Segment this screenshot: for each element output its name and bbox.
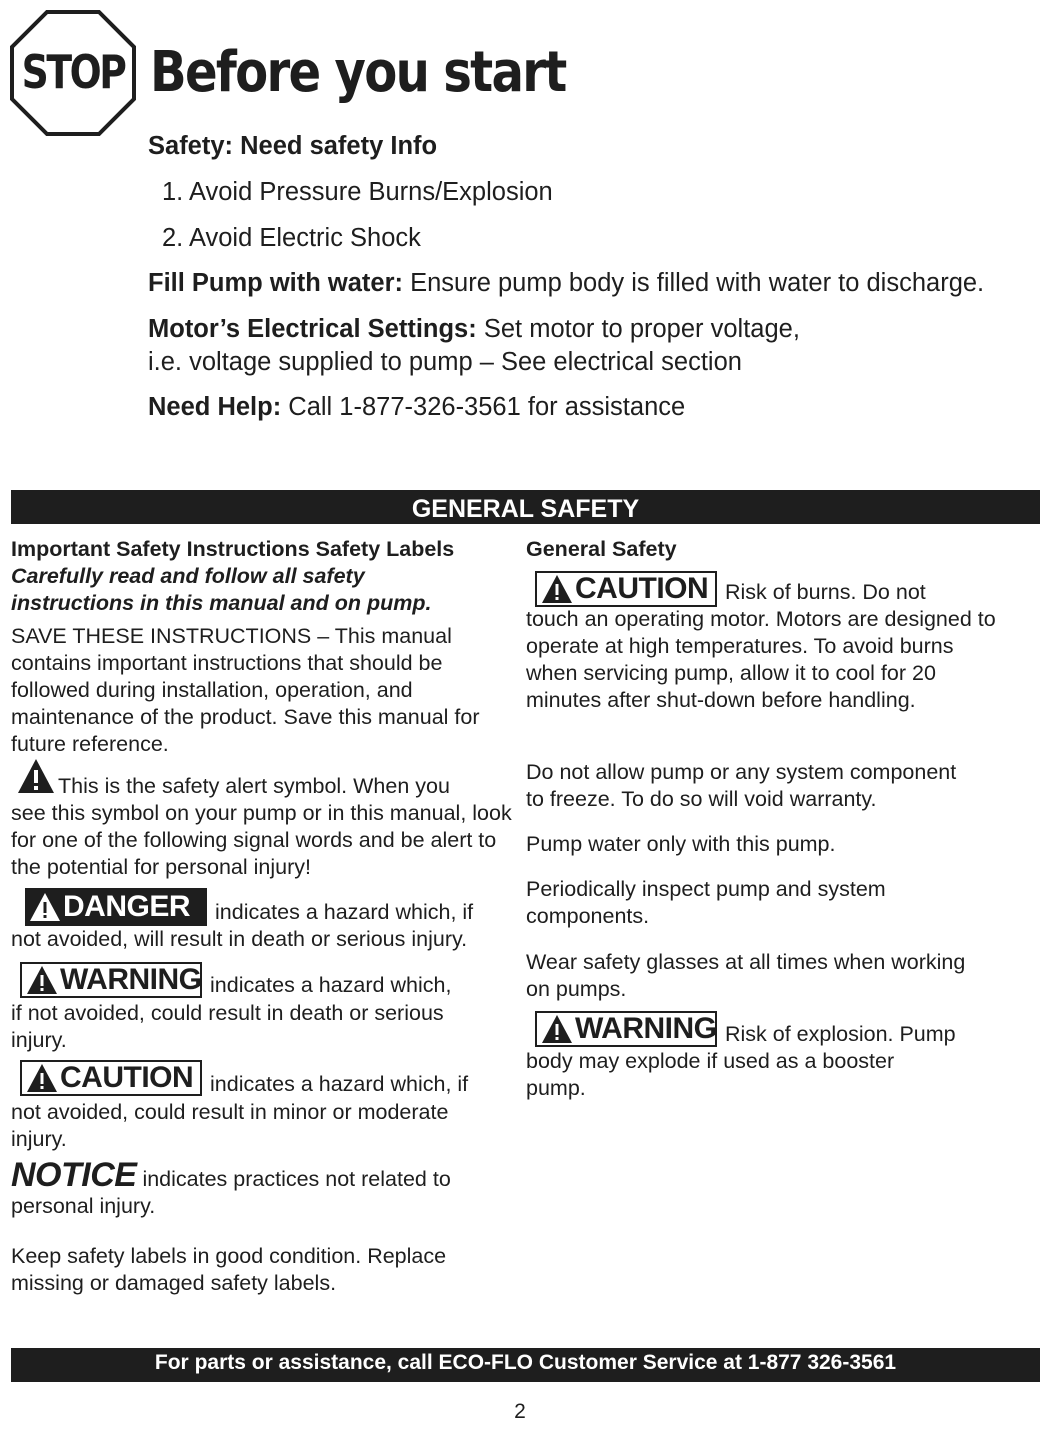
notice-text: indicates practices not related to personal injury. xyxy=(11,1167,451,1218)
fill-text: Ensure pump body is filled with water to discharge. xyxy=(410,269,985,297)
read-instructions-emphasis: Carefully read and follow all safety instructions in this manual and on pump. xyxy=(11,564,432,615)
general-safety-band: GENERAL SAFETY xyxy=(11,490,1040,524)
burns-alert-icon xyxy=(541,574,573,604)
intro-help-line xyxy=(148,391,685,423)
intro-item-1: 1. Avoid Pressure Burns/Explosion xyxy=(162,178,553,206)
freeze-text: Do not allow pump or any system component to freeze. To do so will void warranty. xyxy=(526,760,957,811)
page-title: Before you start xyxy=(150,40,566,105)
intro-item-2: 2. Avoid Electric Shock xyxy=(162,224,421,252)
save-instructions-text: SAVE THESE INSTRUCTIONS – This manual contains important instructions that should be followed during installation, operation, and maintenance of the product. Save this manual for future reference. xyxy=(11,624,480,756)
burns-text-2: touch an operating motor. Motors are designed to operate at high temperatures. To avoid burns when servicing pump, allow it to cool for 20 minutes after shut-down before handling. xyxy=(526,607,996,712)
general-safety-heading xyxy=(526,536,996,563)
danger-alert-icon xyxy=(29,892,61,922)
motor-label: Motor’s Electrical Settings: xyxy=(148,315,477,343)
general-safety-heading-text: General Safety xyxy=(526,537,677,561)
caution-text-1: indicates a hazard which, if xyxy=(210,1072,469,1096)
explosion-warning-word: WARNING xyxy=(575,1012,717,1045)
caution-alert-icon xyxy=(26,1063,58,1093)
water-only-text: Pump water only with this pump. xyxy=(526,832,836,856)
customer-service-band: For parts or assistance, call ECO-FLO Customer Service at 1-877 326-3561 xyxy=(11,1348,1040,1382)
safety-alert-icon xyxy=(16,757,56,795)
safety-glasses-text: Wear safety glasses at all times when working on pumps. xyxy=(526,950,966,1001)
alert-text-2: see this symbol on your pump or in this manual, look for one of the following signal words and be alert to the potential for personal injury! xyxy=(11,801,512,879)
intro-motor-line xyxy=(148,313,800,345)
burns-text-1: Risk of burns. Do not xyxy=(725,580,926,604)
warning-alert-icon xyxy=(26,965,58,995)
page-number: 2 xyxy=(514,1400,526,1423)
explosion-alert-icon xyxy=(541,1014,573,1044)
notice-paragraph xyxy=(11,1156,501,1220)
fill-label: Fill Pump with water: xyxy=(148,269,404,297)
explosion-warning-label xyxy=(535,1011,717,1047)
warning-label xyxy=(20,962,202,998)
warning-text-2: if not avoided, could result in death or serious injury. xyxy=(11,1001,444,1052)
warning-text-1: indicates a hazard which, xyxy=(210,973,452,997)
inspect-text: Periodically inspect pump and system components. xyxy=(526,877,886,928)
alert-text-1: This is the safety alert symbol. When you xyxy=(58,774,450,798)
intro-fill-line xyxy=(148,267,984,299)
danger-label xyxy=(25,888,207,926)
keep-labels-text: Keep safety labels in good condition. Replace missing or damaged safety labels. xyxy=(11,1244,447,1295)
safety-text: Need safety Info xyxy=(240,132,438,160)
danger-text-2: not avoided, will result in death or serious injury. xyxy=(11,927,468,951)
left-column xyxy=(11,536,516,758)
warning-word: WARNING xyxy=(60,963,202,996)
safety-label: Safety: xyxy=(148,132,234,160)
explosion-text-2: body may explode if used as a booster pump. xyxy=(526,1049,895,1100)
danger-word: DANGER xyxy=(63,890,191,923)
notice-word: NOTICE xyxy=(11,1156,137,1194)
intro-safety-line xyxy=(148,130,437,162)
caution-text-2: not avoided, could result in minor or moderate injury. xyxy=(11,1100,449,1151)
help-text: Call 1-877-326-3561 for assistance xyxy=(288,393,686,421)
help-label: Need Help: xyxy=(148,393,282,421)
motor-text-1: Set motor to proper voltage, xyxy=(483,315,800,343)
stop-sign-text: STOP xyxy=(21,45,125,99)
motor-text-2: i.e. voltage supplied to pump – See electrical section xyxy=(148,348,742,376)
burns-caution-word: CAUTION xyxy=(575,572,709,605)
danger-text-1: indicates a hazard which, if xyxy=(215,900,474,924)
explosion-text-1: Risk of explosion. Pump xyxy=(725,1022,956,1046)
caution-word: CAUTION xyxy=(60,1061,194,1094)
caution-label xyxy=(20,1060,202,1096)
safety-labels-heading: Important Safety Instructions Safety Labels xyxy=(11,537,455,561)
burns-caution-label xyxy=(535,571,717,607)
